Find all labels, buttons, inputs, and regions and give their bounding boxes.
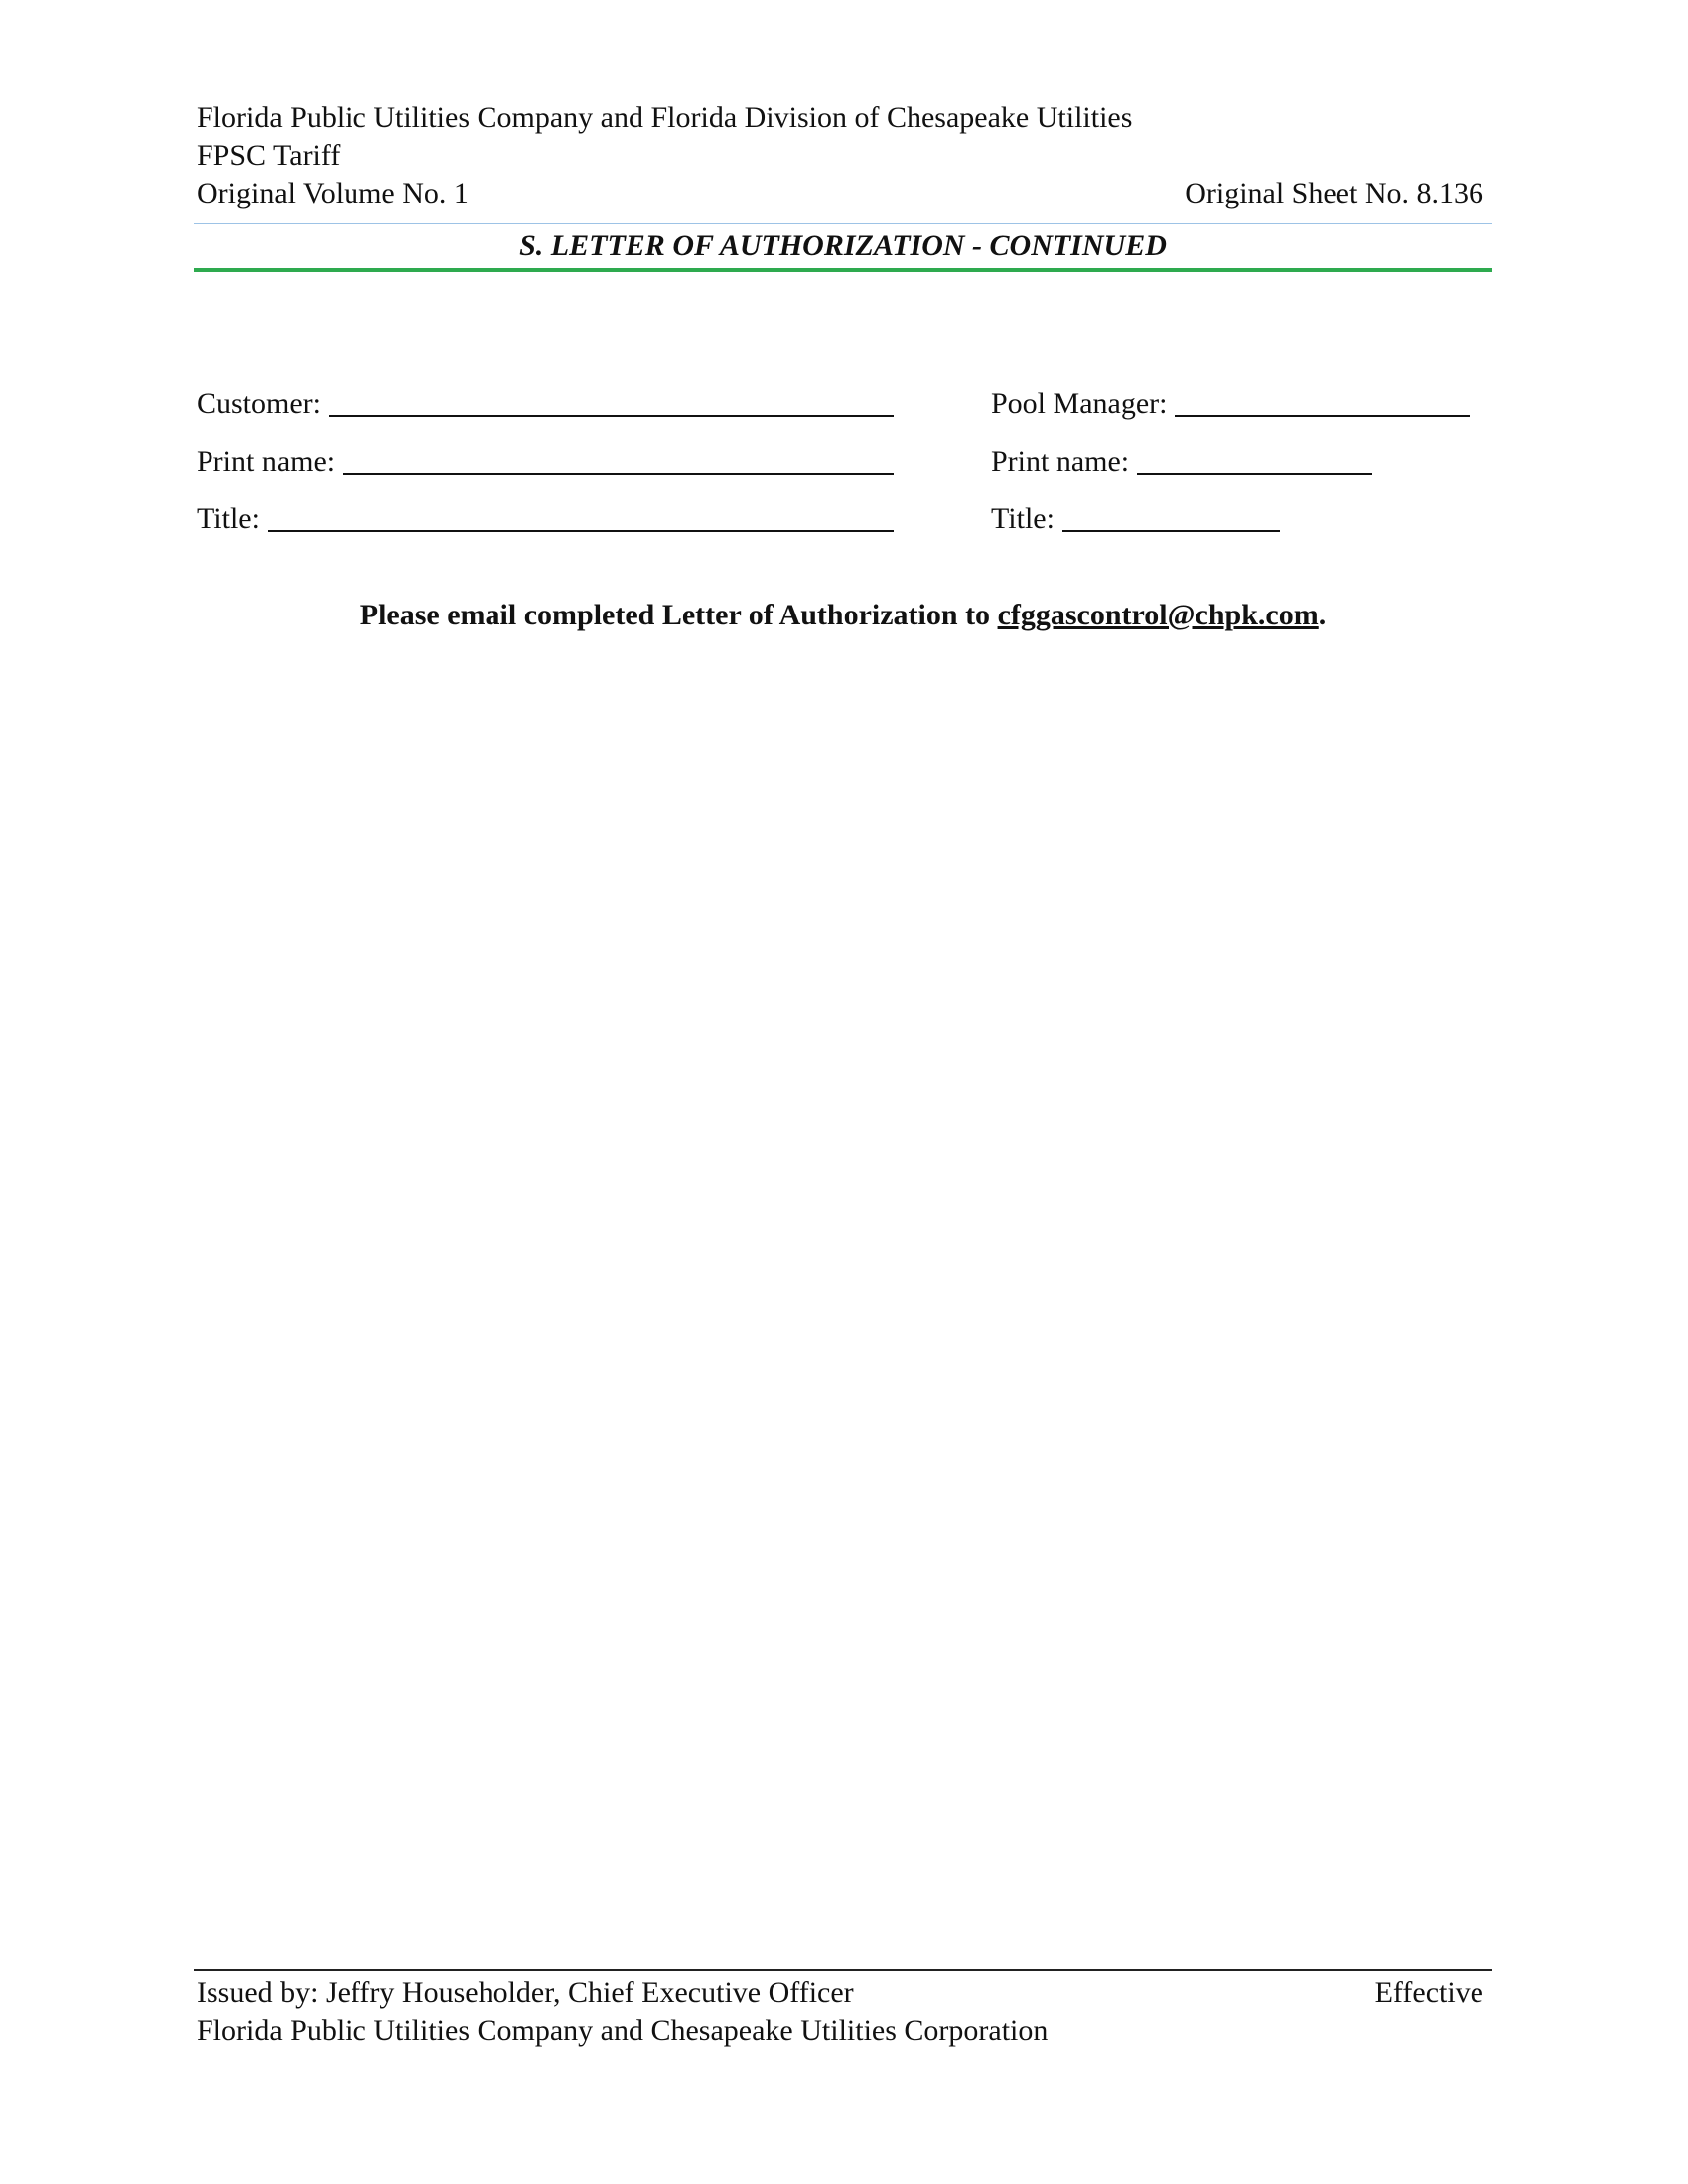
pool-manager-print-name-line[interactable] <box>1137 473 1372 475</box>
pool-manager-row <box>991 365 1489 423</box>
pool-manager-title-label: Title: <box>991 502 1055 535</box>
pool-manager-signature-block <box>991 365 1489 538</box>
company-line: Florida Public Utilities Company and Florida Division of Chesapeake Utilities <box>197 101 1133 134</box>
volume-number: Original Volume No. 1 <box>197 177 469 209</box>
customer-signature-block <box>197 365 894 538</box>
sheet-number: Original Sheet No. 8.136 <box>1185 177 1483 209</box>
issued-by: Issued by: Jeffry Householder, Chief Executive Officer <box>197 1977 854 2009</box>
pool-manager-label: Pool Manager: <box>991 387 1168 420</box>
email-instruction <box>194 597 1492 634</box>
footer-rule <box>194 1969 1492 1971</box>
customer-row <box>197 365 894 423</box>
volume-sheet-row <box>197 175 1489 212</box>
footer-issued-row <box>197 1975 1489 2012</box>
customer-title-line[interactable] <box>268 530 894 532</box>
customer-print-name-row <box>197 423 894 480</box>
pool-manager-title-row <box>991 480 1489 538</box>
pool-manager-print-name-label: Print name: <box>991 445 1130 478</box>
pool-manager-print-name-row <box>991 423 1489 480</box>
email-instruction-text: Please email completed Letter of Authorization to <box>359 599 998 631</box>
pool-manager-title-line[interactable] <box>1062 530 1280 532</box>
page-footer <box>197 1975 1489 2050</box>
effective-label: Effective <box>1374 1977 1483 2009</box>
customer-label: Customer: <box>197 387 321 420</box>
email-link[interactable]: cfggascontrol@chpk.com <box>997 599 1319 631</box>
footer-company: Florida Public Utilities Company and Chesapeake Utilities Corporation <box>197 2014 1049 2047</box>
page-header <box>197 99 1489 212</box>
customer-title-label: Title: <box>197 502 260 535</box>
customer-print-name-label: Print name: <box>197 445 336 478</box>
customer-signature-line[interactable] <box>329 415 894 417</box>
section-title: S. LETTER OF AUTHORIZATION - CONTINUED <box>519 229 1167 262</box>
customer-print-name-line[interactable] <box>343 473 894 475</box>
customer-title-row <box>197 480 894 538</box>
title-bottom-rule <box>194 268 1492 272</box>
pool-manager-signature-line[interactable] <box>1175 415 1470 417</box>
title-top-rule <box>194 223 1492 224</box>
email-instruction-period: . <box>1318 599 1327 631</box>
tariff-line: FPSC Tariff <box>197 139 341 172</box>
